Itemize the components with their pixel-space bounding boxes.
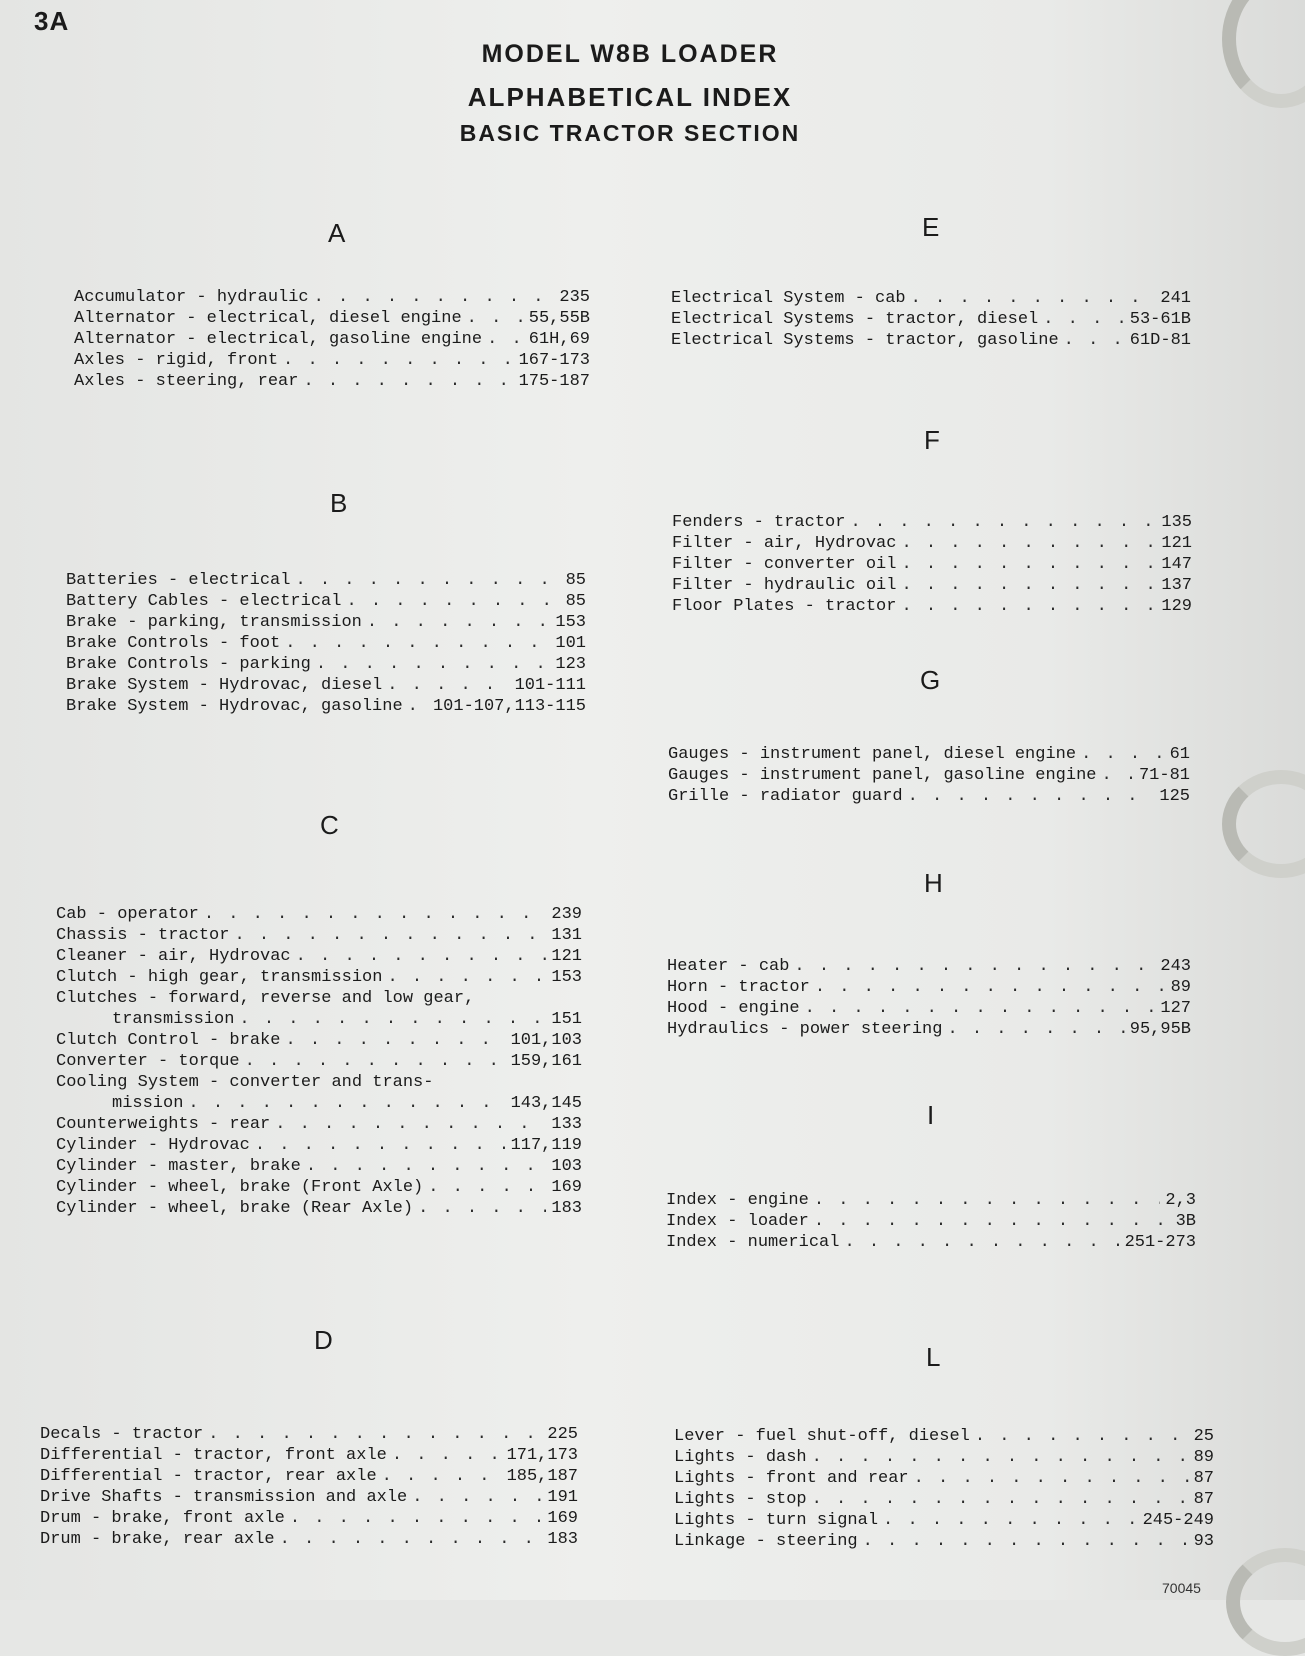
index-entry [56,904,582,925]
index-entry-page: 61H,69 [528,330,590,349]
index-entry [56,1030,582,1051]
index-entry-page: 169 [547,1509,578,1528]
index-entry-topic: Cylinder - wheel, brake (Front Axle) [56,1178,424,1197]
index-entry [674,1447,1214,1468]
index-entry-topic: Brake - parking, transmission [66,613,362,632]
index-entry [674,1489,1214,1510]
index-entry-page: 159,161 [510,1052,582,1071]
index-entry-topic: Clutch Control - brake [56,1031,281,1050]
leader-dots [275,1114,546,1135]
leader-dots [290,1508,543,1529]
index-entry-page: 101 [555,634,586,653]
index-entry-page: 71-81 [1138,766,1190,785]
index-entry [56,1135,582,1156]
index-entry [666,1190,1196,1211]
index-entry-page: 185,187 [506,1467,578,1486]
leader-dots [1101,765,1134,786]
leader-dots [794,956,1155,977]
index-entry-topic: Brake System - Hydrovac, gasoline [66,697,403,716]
index-entry-topic: Lights - front and rear [674,1469,909,1488]
index-entry-topic: Electrical Systems - tractor, gasoline [671,331,1059,350]
section-title: BASIC TRACTOR SECTION [459,120,801,146]
section-letter-e: E [922,212,940,242]
index-entry [671,309,1191,330]
leader-dots [255,1135,506,1156]
index-entry-page: 93 [1193,1532,1214,1551]
index-entry-topic: Index - loader [666,1212,809,1231]
index-entry-page: 135 [1161,513,1192,532]
index-entry [56,1093,582,1114]
leader-dots [814,1211,1171,1232]
index-entry-topic: Horn - tractor [667,978,810,997]
index-entry-topic: Accumulator - hydraulic [74,288,309,307]
index-entry-page: 85 [565,571,586,590]
index-entry-topic: Floor Plates - tractor [672,597,897,616]
index-entry-page: 85 [565,592,586,611]
index-entry-topic: Cylinder - wheel, brake (Rear Axle) [56,1199,414,1218]
index-entry-page: 25 [1193,1427,1214,1446]
index-entry-topic: Grille - radiator guard [668,787,903,806]
leader-dots [280,1529,543,1550]
index-entry-topic: Cleaner - air, Hydrovac [56,947,291,966]
leader-dots [285,1030,505,1051]
index-entry [668,786,1190,807]
index-entry-topic: Fenders - tractor [672,513,846,532]
index-entry [56,1177,582,1198]
index-entry-topic: Counterweights - rear [56,1115,271,1134]
index-entry [56,988,582,1009]
leader-dots [296,946,547,967]
leader-dots [863,1531,1189,1552]
leader-dots [412,1487,542,1508]
index-entry [674,1426,1214,1447]
leader-dots [387,675,509,696]
section-letter-b: B [330,488,348,518]
index-entry [671,330,1191,351]
index-entry [66,654,586,675]
section-letter-f: F [924,425,940,455]
index-entry [40,1508,578,1529]
section-letter-g: G [920,665,941,695]
index-entry [56,1156,582,1177]
leader-dots [316,654,551,675]
index-entry-page: 61D-81 [1129,331,1191,350]
index-entry-page: 183 [551,1199,582,1218]
index-entry [667,998,1191,1019]
leader-dots [487,329,524,350]
leader-dots [901,554,1156,575]
leader-dots [914,1468,1189,1489]
index-entry-topic: Brake Controls - parking [66,655,311,674]
index-entry-topic: Filter - hydraulic oil [672,576,897,595]
index-entry-topic: Linkage - steering [674,1532,858,1551]
index-entry [672,554,1192,575]
index-entry-topic: Gauges - instrument panel, diesel engine [668,745,1077,764]
section-letter-i: I [927,1100,935,1130]
index-entry-topic: Axles - steering, rear [74,372,299,391]
index-entry-topic: Differential - tractor, rear axle [40,1467,377,1486]
index-entry-page: 225 [547,1425,578,1444]
leader-dots [1043,309,1125,330]
index-entry-topic: Hydraulics - power steering [667,1020,943,1039]
index-entry-topic: Clutch - high gear, transmission [56,968,383,987]
leader-dots [346,591,560,612]
index-entry-topic: Axles - rigid, front [74,351,279,370]
index-entry-topic: Electrical System - cab [671,289,906,308]
index-entry-page: 2,3 [1165,1191,1196,1210]
index-entry-page: 245-249 [1142,1511,1214,1530]
index-entry-topic: Lights - turn signal [674,1511,879,1530]
leader-dots [844,1232,1119,1253]
leader-dots [208,1424,542,1445]
index-entry-page: 87 [1193,1490,1214,1509]
index-list-c [56,904,582,1219]
index-list-d [40,1424,578,1550]
index-entry [74,329,590,350]
index-list-h [667,956,1191,1040]
index-entry-topic: Drum - brake, rear axle [40,1530,275,1549]
index-entry [56,925,582,946]
index-entry-topic: Drum - brake, front axle [40,1509,285,1528]
index-entry-page: 175-187 [518,372,590,391]
index-entry-topic: Decals - tractor [40,1425,204,1444]
index-entry [74,287,590,308]
leader-dots [947,1019,1124,1040]
index-list-b [66,570,586,717]
index-list-i [666,1190,1196,1253]
leader-dots [392,1445,502,1466]
index-entry-page: 241 [1160,289,1191,308]
leader-dots [234,925,546,946]
index-entry [66,570,586,591]
index-entry [56,1198,582,1219]
leader-dots [418,1198,546,1219]
index-entry [671,288,1191,309]
index-entry [40,1487,578,1508]
index-entry-page: 143,145 [510,1094,582,1113]
binder-ring-middle [1222,770,1305,878]
leader-dots [812,1489,1189,1510]
index-entry-topic: Lights - stop [674,1490,807,1509]
index-entry [74,350,590,371]
index-entry-topic: Heater - cab [667,957,790,976]
leader-dots [911,288,1156,309]
index-entry-topic: Lights - dash [674,1448,807,1467]
section-letter-c: C [320,810,339,840]
index-entry-topic: Battery Cables - electrical [66,592,342,611]
index-entry-page: 137 [1161,576,1192,595]
index-entry-page: 101,103 [510,1031,582,1050]
leader-dots [805,998,1156,1019]
index-entry-page: 169 [551,1178,582,1197]
leader-dots [850,512,1156,533]
index-entry [40,1529,578,1550]
document-number: 70045 [1162,1580,1201,1596]
leader-dots [188,1093,505,1114]
index-entry-page: 153 [555,613,586,632]
page-number: 3A [34,6,70,36]
leader-dots [283,350,514,371]
leader-dots [975,1426,1189,1447]
index-entry-topic: Index - numerical [666,1233,840,1252]
index-entry-page: 235 [559,288,590,307]
index-entry-page: 121 [1161,534,1192,553]
index-entry [56,1072,582,1093]
index-entry-topic: Alternator - electrical, gasoline engine [74,330,483,349]
index-entry-topic: Filter - converter oil [672,555,897,574]
leader-dots [1081,744,1165,765]
index-entry-page: 243 [1160,957,1191,976]
index-entry-topic: Filter - air, Hydrovac [672,534,897,553]
leader-dots [901,596,1156,617]
index-entry [674,1468,1214,1489]
index-entry-page: 89 [1193,1448,1214,1467]
leader-dots [814,1190,1161,1211]
index-list-l [674,1426,1214,1552]
index-entry [56,1051,582,1072]
index-entry-page: 117,119 [510,1136,582,1155]
leader-dots [812,1447,1189,1468]
index-title: ALPHABETICAL INDEX [467,82,793,112]
index-entry [66,675,586,696]
index-list-e [671,288,1191,351]
index-entry-topic: Differential - tractor, front axle [40,1446,387,1465]
index-entry [672,512,1192,533]
leader-dots [883,1510,1138,1531]
leader-dots [306,1156,547,1177]
index-entry [668,765,1190,786]
index-entry-topic: Batteries - electrical [66,571,291,590]
index-entry-page: 55,55B [528,309,590,328]
leader-dots [295,570,560,591]
index-entry [674,1510,1214,1531]
section-letter-l: L [926,1342,941,1372]
binder-ring-bottom [1226,1548,1305,1656]
index-entry-page: 125 [1159,787,1190,806]
index-entry-page: 3B [1175,1212,1196,1231]
index-entry-page: 103 [551,1157,582,1176]
index-entry-topic: transmission [112,1010,235,1029]
index-entry-page: 127 [1160,999,1191,1018]
index-entry-page: 151 [551,1010,582,1029]
index-entry-page: 191 [547,1488,578,1507]
index-entry [666,1211,1196,1232]
index-entry-page: 133 [551,1115,582,1134]
index-entry-topic: Cab - operator [56,905,199,924]
index-entry-page: 167-173 [518,351,590,370]
index-entry [66,591,586,612]
index-entry-topic: Brake Controls - foot [66,634,281,653]
index-entry [40,1466,578,1487]
index-entry [74,371,590,392]
index-entry-page: 89 [1170,978,1191,997]
index-entry [56,1114,582,1135]
index-entry-page: 251-273 [1124,1233,1196,1252]
index-entry-page: 129 [1161,597,1192,616]
index-entry-topic: Cylinder - Hydrovac [56,1136,250,1155]
index-entry [667,956,1191,977]
index-entry-topic: Chassis - tractor [56,926,230,945]
index-entry-topic: Converter - torque [56,1052,240,1071]
index-entry-page: 87 [1193,1469,1214,1488]
index-entry [56,1009,582,1030]
index-entry-topic: Brake System - Hydrovac, diesel [66,676,383,695]
index-entry-page: 239 [551,905,582,924]
section-letter-a: A [328,218,346,248]
document-title: MODEL W8B LOADER [481,40,779,68]
leader-dots [303,371,513,392]
index-entry-topic: Electrical Systems - tractor, diesel [671,310,1039,329]
index-entry-page: 171,173 [506,1446,578,1465]
index-entry [672,533,1192,554]
index-entry-topic: mission [112,1094,184,1113]
index-entry-page: 95,95B [1129,1020,1191,1039]
leader-dots [467,308,524,329]
index-entry-page: 121 [551,947,582,966]
index-list-f [672,512,1192,617]
index-entry-topic: Gauges - instrument panel, gasoline engine [668,766,1097,785]
index-entry-topic: Clutches - forward, reverse and low gear, [56,989,475,1008]
index-entry [40,1424,578,1445]
index-entry-topic: Alternator - electrical, diesel engine [74,309,462,328]
index-entry [66,612,586,633]
leader-dots [1064,330,1125,351]
index-entry-page: 183 [547,1530,578,1549]
index-entry-page: 131 [551,926,582,945]
leader-dots [428,1177,546,1198]
section-letter-d: D [314,1325,333,1355]
index-entry-topic: Drive Shafts - transmission and axle [40,1488,408,1507]
section-letter-h: H [924,868,943,898]
leader-dots [239,1009,546,1030]
index-entry-topic: Index - engine [666,1191,809,1210]
index-entry [667,977,1191,998]
index-entry-topic: Hood - engine [667,999,800,1018]
leader-dots [815,977,1166,998]
leader-dots [367,612,551,633]
leader-dots [285,633,550,654]
leader-dots [901,575,1156,596]
leader-dots [204,904,547,925]
index-list-g [668,744,1190,807]
index-entry [668,744,1190,765]
leader-dots [245,1051,506,1072]
index-entry-page: 153 [551,968,582,987]
index-entry-topic: Cooling System - converter and trans- [56,1073,434,1092]
leader-dots [408,696,428,717]
leader-dots [382,1466,502,1487]
index-entry [56,967,582,988]
index-entry-page: 101-107,113-115 [432,697,586,716]
index-entry [674,1531,1214,1552]
leader-dots [314,287,555,308]
index-entry-page: 123 [555,655,586,674]
index-entry-page: 147 [1161,555,1192,574]
index-entry-page: 101-111 [514,676,586,695]
index-entry [672,596,1192,617]
index-entry [66,696,586,717]
index-list-a [74,287,590,392]
index-entry [672,575,1192,596]
index-entry [66,633,586,654]
index-entry-topic: Cylinder - master, brake [56,1157,301,1176]
index-entry [667,1019,1191,1040]
index-entry [40,1445,578,1466]
index-entry-page: 61 [1169,745,1190,764]
index-entry [56,946,582,967]
index-entry-topic: Lever - fuel shut-off, diesel [674,1427,970,1446]
index-entry [666,1232,1196,1253]
index-entry [74,308,590,329]
leader-dots [387,967,546,988]
leader-dots [901,533,1156,554]
leader-dots [908,786,1155,807]
index-entry-page: 53-61B [1129,310,1191,329]
